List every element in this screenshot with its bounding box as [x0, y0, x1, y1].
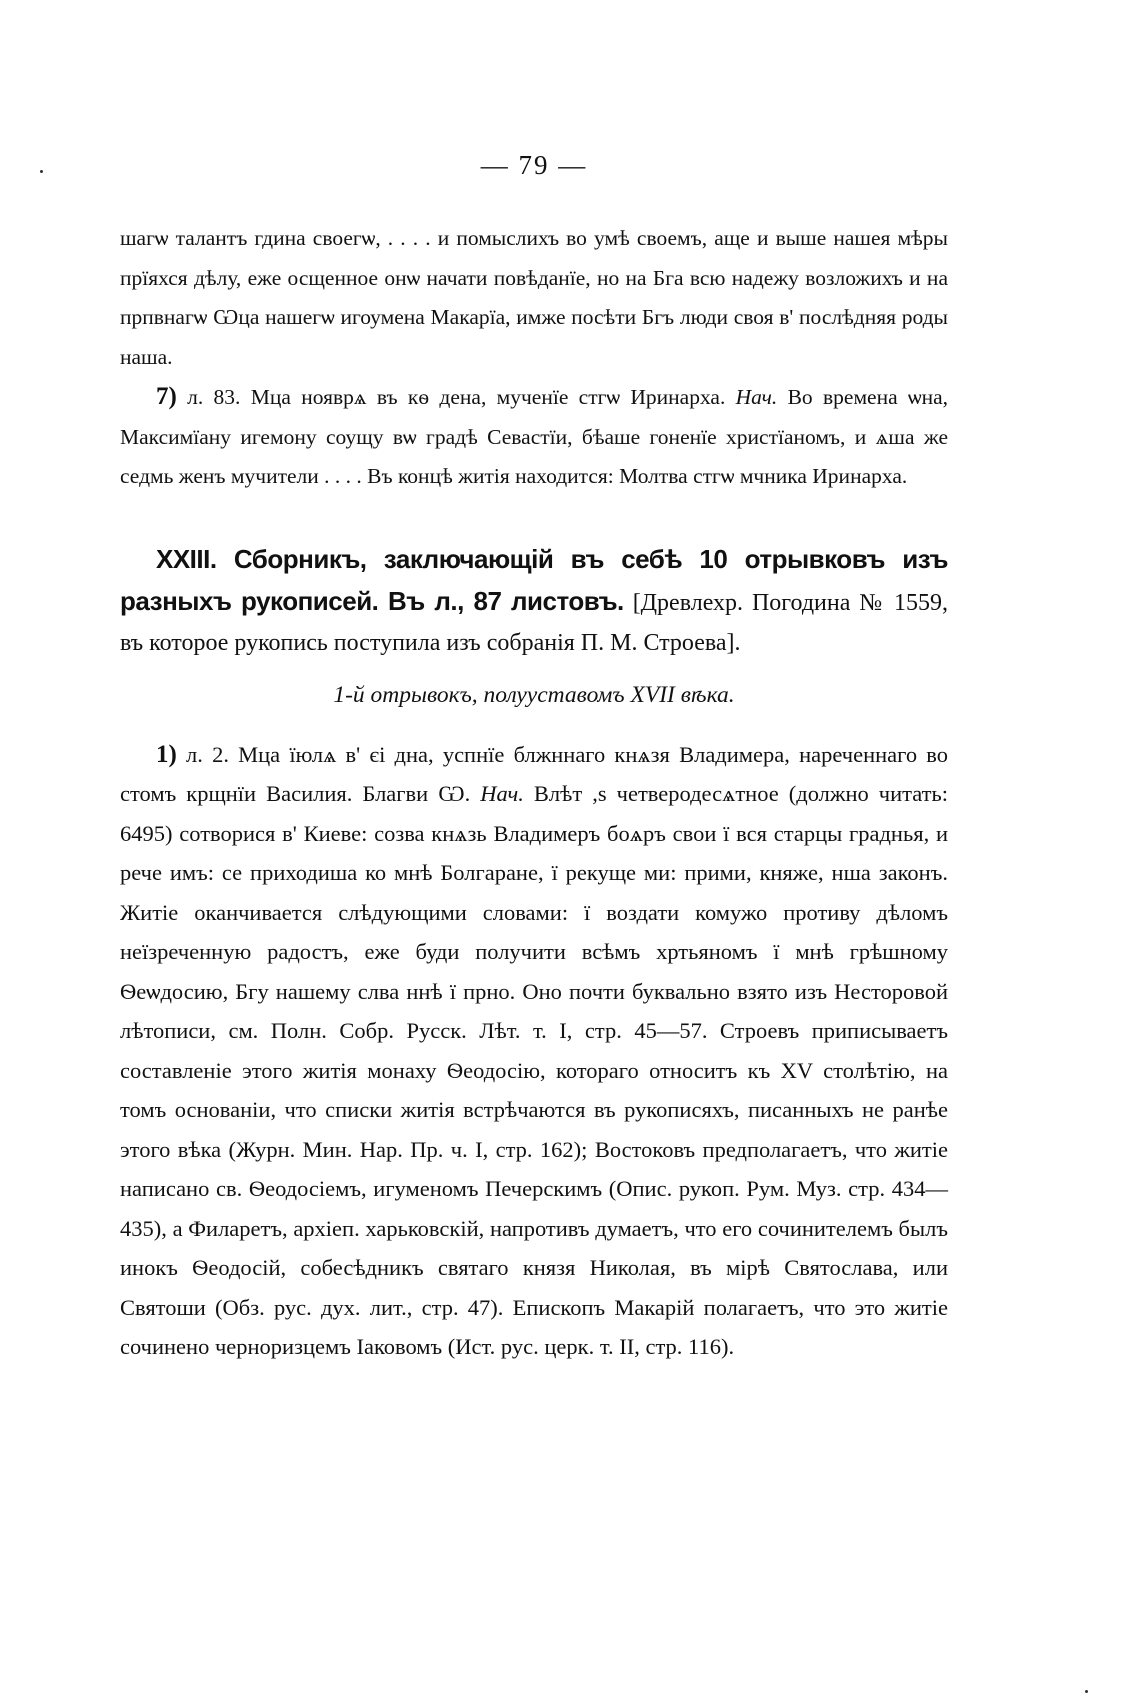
scan-speck [40, 170, 43, 173]
item-number: 7) [156, 383, 177, 410]
item-incipit-label: Нач. [480, 781, 524, 806]
section-heading [120, 539, 948, 663]
subheading: 1-й отрывокъ, полууставомъ XVII вѣка. [333, 681, 735, 708]
page-number: — 79 — [480, 150, 588, 180]
item-number: 1) [156, 740, 177, 768]
paragraph-item-1 [120, 735, 948, 1367]
page-content [120, 150, 948, 1367]
item-text-start: л. 2. Мца їюлѧ в' єі дна, успнїе блжннаго кнѧзя Владимера, нареченнаго во стомъ крщнїи Василия. Благви Ѡ. [120, 741, 948, 806]
section-heading-title: XXIII. Сборникъ, заключающій въ себѣ 10 отрывковъ изъ разныхъ рукописей. Въ л., 87 листовъ. [120, 543, 948, 616]
scan-speck [1085, 1690, 1088, 1693]
section-heading-note: [Древлехр. Погодина № 1559, въ которое рукопись поступила изъ собранія П. М. Строева]. [120, 589, 948, 656]
item-incipit-label: Нач. [735, 385, 778, 409]
paragraph-item-7 [120, 377, 948, 497]
item-text-rest: Во времена ѡна, Максимїану игемону соущу вѡ градѣ Севастїи, бѣаше гоненїе христїаномъ, и ѧша же седмь женъ мучители . . . . Въ концѣ житія находится: Молтва стгѡ мчника Иринарха. [120, 385, 948, 488]
item-text-start: л. 83. Мца нояврѧ въ кѳ дена, мученїе стгѡ Иринарха. [176, 385, 736, 409]
item-text-rest: Влѣт ,ѕ четверодесѧтное (должно читать: 6495) сотворися в' Киеве: созва кнѧзь Владимеръ боѧръ свои ї вся старцы граднья, и рече имъ: се приходиша ко мнѣ Болгаране, ї рекуще ми: прими, княже, нша законъ. Житіе оканчивается слѣдующими словами: ї воздати комужо противу дѣломъ неїзреченную радостъ, еже буди получити всѣмъ хртьяномъ ї мнѣ грѣшному Ѳеѡдосию, Бгу нашему слва ннѣ ї прно. Оно почти буквально взято изъ Несторовой лѣтописи, см. Полн. Собр. Русск. Лѣт. т. I, стр. 45—57. Строевъ приписываетъ составленіе этого житія монаху Ѳеодосію, котораго относитъ къ XV столѣтію, на томъ основаніи, что списки житія встрѣчаются въ рукописяхъ, писанныхъ не ранѣе этого вѣка (Журн. Мин. Нар. Пр. ч. I, стр. 162); Востоковъ предполагаетъ, что житіе написано св. Ѳеодосіемъ, игуменомъ Печерскимъ (Опис. рукоп. Рум. Муз. стр. 434—435), а Филаретъ, архіеп. харьковскій, напротивъ думаетъ, что его сочинителемъ былъ инокъ Ѳеодосій, собесѣдникъ святаго князя Николая, въ мірѣ Святослава, или Святоши (Обз. рус. дух. лит., стр. 47). Епископъ Макарій полагаетъ, что это житіе сочинено черноризцемъ Іаковомъ (Ист. рус. церк. т. II, стр. 116). [120, 781, 948, 1359]
paragraph-slavonic-1: шагѡ талантъ гдина своегѡ, . . . . и помыслихъ во умѣ своемъ, аще и выше нашея мѣры прїяхся дѣлу, еже осщенное онѡ начати повѣданїе, но на Бга всю надежу возложихъ и на прпвнагѡ Ѡца нашегѡ игоумена Макарїа, имже посѣти Бгъ люди своя в' послѣдняя роды наша. [120, 226, 948, 369]
